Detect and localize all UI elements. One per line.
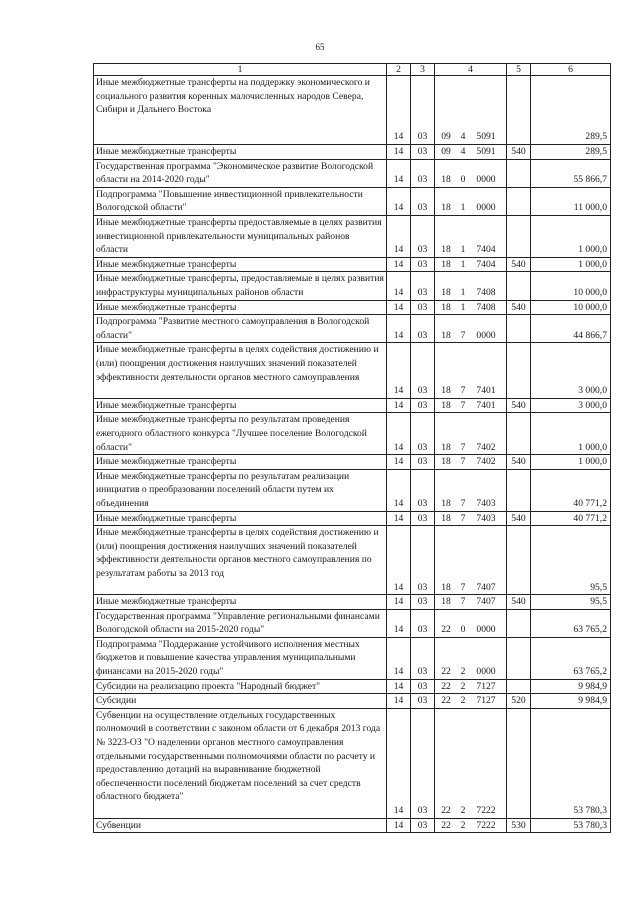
subsection-code: 03	[411, 257, 435, 272]
table-row	[94, 694, 611, 709]
target-article	[435, 708, 507, 818]
subsection-code: 03	[411, 469, 435, 511]
section-code: 14	[387, 315, 411, 343]
section-code: 14	[387, 455, 411, 470]
target-subprogram: 1	[460, 202, 466, 214]
target-subprogram: 2	[460, 680, 466, 692]
expense-type: 540	[507, 511, 531, 526]
target-program: 18	[441, 174, 451, 186]
subsection-code: 03	[411, 215, 435, 257]
item-name: Иные межбюджетные трансферты	[94, 398, 387, 413]
item-name: Субвенции	[94, 818, 387, 833]
section-code: 14	[387, 694, 411, 709]
subsection-code: 03	[411, 343, 435, 398]
target-article	[435, 413, 507, 455]
table-row	[94, 272, 611, 300]
page-number: 65	[315, 42, 325, 52]
budget-table	[93, 63, 611, 833]
table-row	[94, 398, 611, 413]
target-subprogram: 7	[460, 581, 466, 593]
section-code: 14	[387, 76, 411, 145]
amount: 40 771,2	[531, 469, 611, 511]
amount: 95,5	[531, 526, 611, 595]
target-article	[435, 187, 507, 215]
target-direction: 7403	[476, 497, 496, 509]
section-code: 14	[387, 511, 411, 526]
section-code: 14	[387, 187, 411, 215]
target-article	[435, 76, 507, 145]
target-direction: 0000	[476, 329, 496, 341]
expense-type: 540	[507, 595, 531, 610]
target-direction: 7404	[476, 258, 496, 270]
item-name: Подпрограмма "Развитие местного самоуправления в Вологодской области"	[94, 315, 387, 343]
subsection-code: 03	[411, 609, 435, 637]
item-name: Субвенции на осуществление отдельных государственных полномочий в соответствии с законом области от 6 декабря 2013 года № 3223-ОЗ "О наделении органов местного самоуправления отдельными государственными полномочиями области по расчету и предоставлению дотаций на выравнивание бюджетной обеспеченности поселений бюджетам поселений за счет средств областного бюджета"	[94, 708, 387, 818]
target-subprogram: 7	[460, 456, 466, 468]
table-row	[94, 215, 611, 257]
amount: 3 000,0	[531, 398, 611, 413]
target-direction: 7222	[476, 805, 496, 817]
target-direction: 0000	[476, 202, 496, 214]
section-code: 14	[387, 818, 411, 833]
table-row	[94, 526, 611, 595]
amount: 1 000,0	[531, 413, 611, 455]
expense-type	[507, 679, 531, 694]
target-article	[435, 315, 507, 343]
item-name: Иные межбюджетные трансферты, предоставляемые в целях развития инфраструктуры муниципальных районов области	[94, 272, 387, 300]
section-code: 14	[387, 398, 411, 413]
table-row	[94, 455, 611, 470]
target-subprogram: 2	[460, 666, 466, 678]
item-name: Субсидии	[94, 694, 387, 709]
header-row	[94, 64, 611, 76]
table-row	[94, 343, 611, 398]
target-article	[435, 511, 507, 526]
target-program: 22	[441, 624, 451, 636]
item-name: Иные межбюджетные трансферты	[94, 595, 387, 610]
table-row	[94, 159, 611, 187]
header-cell: 4	[435, 64, 507, 76]
section-code: 14	[387, 272, 411, 300]
target-article	[435, 526, 507, 595]
section-code: 14	[387, 413, 411, 455]
amount: 3 000,0	[531, 343, 611, 398]
table-row	[94, 637, 611, 679]
target-program: 18	[441, 244, 451, 256]
amount: 44 866,7	[531, 315, 611, 343]
target-article	[435, 300, 507, 315]
section-code: 14	[387, 469, 411, 511]
target-subprogram: 7	[460, 399, 466, 411]
target-direction: 7127	[476, 680, 496, 692]
table-row	[94, 76, 611, 145]
table-row	[94, 818, 611, 833]
amount: 289,5	[531, 145, 611, 160]
amount: 63 765,2	[531, 609, 611, 637]
target-direction: 7404	[476, 244, 496, 256]
item-name: Иные межбюджетные трансферты по результатам реализации инициатив о преобразовании поселений области путем их объединения	[94, 469, 387, 511]
target-direction: 7408	[476, 301, 496, 313]
table-row	[94, 679, 611, 694]
subsection-code: 03	[411, 76, 435, 145]
target-program: 22	[441, 819, 451, 831]
section-code: 14	[387, 145, 411, 160]
expense-type	[507, 637, 531, 679]
expense-type	[507, 215, 531, 257]
subsection-code: 03	[411, 708, 435, 818]
expense-type	[507, 187, 531, 215]
target-article	[435, 398, 507, 413]
target-direction: 7408	[476, 286, 496, 298]
target-program: 18	[441, 497, 451, 509]
section-code: 14	[387, 257, 411, 272]
target-program: 18	[441, 596, 451, 608]
subsection-code: 03	[411, 187, 435, 215]
target-direction: 7401	[476, 385, 496, 397]
item-name: Подпрограмма "Повышение инвестиционной привлекательности Вологодской области"	[94, 187, 387, 215]
amount: 95,5	[531, 595, 611, 610]
table-row	[94, 300, 611, 315]
target-article	[435, 343, 507, 398]
target-article	[435, 818, 507, 833]
subsection-code: 03	[411, 455, 435, 470]
target-article	[435, 679, 507, 694]
item-name: Подпрограмма "Поддержание устойчивого исполнения местных бюджетов и повышение качества управления муниципальными финансами на 2015-2020 годы"	[94, 637, 387, 679]
target-program: 09	[441, 131, 451, 143]
subsection-code: 03	[411, 511, 435, 526]
header-cell: 1	[94, 64, 387, 76]
target-subprogram: 0	[460, 624, 466, 636]
target-program: 22	[441, 666, 451, 678]
section-code: 14	[387, 637, 411, 679]
section-code: 14	[387, 300, 411, 315]
subsection-code: 03	[411, 159, 435, 187]
amount: 1 000,0	[531, 215, 611, 257]
target-subprogram: 7	[460, 385, 466, 397]
target-program: 09	[441, 146, 451, 157]
expense-type	[507, 609, 531, 637]
amount: 1 000,0	[531, 257, 611, 272]
target-direction: 7407	[476, 581, 496, 593]
subsection-code: 03	[411, 413, 435, 455]
target-program: 18	[441, 286, 451, 298]
target-article	[435, 595, 507, 610]
item-name: Иные межбюджетные трансферты	[94, 257, 387, 272]
amount: 53 780,3	[531, 708, 611, 818]
expense-type: 530	[507, 818, 531, 833]
target-subprogram: 7	[460, 329, 466, 341]
target-article	[435, 159, 507, 187]
item-name: Государственная программа "Управление региональными финансами Вологодской области на 2015-2020 годы"	[94, 609, 387, 637]
amount: 55 866,7	[531, 159, 611, 187]
amount: 9 984,9	[531, 694, 611, 709]
item-name: Субсидии на реализацию проекта "Народный бюджет"	[94, 679, 387, 694]
expense-type: 540	[507, 300, 531, 315]
amount: 10 000,0	[531, 300, 611, 315]
table-row	[94, 469, 611, 511]
target-direction: 5091	[476, 146, 496, 157]
target-direction: 5091	[476, 131, 496, 143]
expense-type	[507, 272, 531, 300]
subsection-code: 03	[411, 637, 435, 679]
subsection-code: 03	[411, 595, 435, 610]
target-direction: 7407	[476, 596, 496, 608]
target-direction: 0000	[476, 666, 496, 678]
expense-type	[507, 159, 531, 187]
amount: 10 000,0	[531, 272, 611, 300]
expense-type	[507, 315, 531, 343]
item-name: Иные межбюджетные трансферты в целях содействия достижению и (или) поощрения достижения наилучших значений показателей эффективности деятельности органов местного самоуправления по результатам работы за 2013 год	[94, 526, 387, 595]
header-cell: 5	[507, 64, 531, 76]
header-cell: 6	[531, 64, 611, 76]
item-name: Иные межбюджетные трансферты	[94, 300, 387, 315]
target-direction: 7403	[476, 512, 496, 524]
target-subprogram: 2	[460, 805, 466, 817]
target-program: 18	[441, 456, 451, 468]
target-subprogram: 1	[460, 301, 466, 313]
item-name: Иные межбюджетные трансферты	[94, 145, 387, 160]
target-subprogram: 2	[460, 695, 466, 707]
target-program: 22	[441, 695, 451, 707]
header-cell: 3	[411, 64, 435, 76]
target-direction: 0000	[476, 624, 496, 636]
target-subprogram: 1	[460, 244, 466, 256]
section-code: 14	[387, 595, 411, 610]
subsection-code: 03	[411, 315, 435, 343]
target-direction: 7401	[476, 399, 496, 411]
expense-type	[507, 708, 531, 818]
table-row	[94, 145, 611, 160]
subsection-code: 03	[411, 398, 435, 413]
target-direction: 7402	[476, 441, 496, 453]
target-direction: 0000	[476, 174, 496, 186]
expense-type	[507, 413, 531, 455]
target-article	[435, 694, 507, 709]
table-row	[94, 595, 611, 610]
section-code: 14	[387, 609, 411, 637]
target-subprogram: 7	[460, 596, 466, 608]
expense-type: 540	[507, 398, 531, 413]
target-program: 22	[441, 680, 451, 692]
target-article	[435, 257, 507, 272]
expense-type	[507, 469, 531, 511]
target-program: 18	[441, 301, 451, 313]
subsection-code: 03	[411, 526, 435, 595]
target-subprogram: 4	[460, 146, 466, 157]
target-subprogram: 7	[460, 512, 466, 524]
target-program: 22	[441, 805, 451, 817]
target-subprogram: 0	[460, 174, 466, 186]
expense-type	[507, 76, 531, 145]
target-program: 18	[441, 581, 451, 593]
target-article	[435, 469, 507, 511]
target-subprogram: 7	[460, 497, 466, 509]
table-row	[94, 609, 611, 637]
expense-type: 540	[507, 145, 531, 160]
header-cell: 2	[387, 64, 411, 76]
target-program: 18	[441, 385, 451, 397]
target-subprogram: 1	[460, 258, 466, 270]
section-code: 14	[387, 159, 411, 187]
item-name: Государственная программа "Экономическое развитие Вологодской области на 2014-2020 годы"	[94, 159, 387, 187]
target-article	[435, 145, 507, 160]
amount: 53 780,3	[531, 818, 611, 833]
amount: 40 771,2	[531, 511, 611, 526]
target-direction: 7402	[476, 456, 496, 468]
expense-type	[507, 343, 531, 398]
subsection-code: 03	[411, 694, 435, 709]
expense-type: 540	[507, 257, 531, 272]
section-code: 14	[387, 215, 411, 257]
amount: 1 000,0	[531, 455, 611, 470]
table-row	[94, 257, 611, 272]
target-article	[435, 637, 507, 679]
item-name: Иные межбюджетные трансферты по результатам проведения ежегодного областного конкурса "Лучшее поселение Вологодской области"	[94, 413, 387, 455]
item-name: Иные межбюджетные трансферты	[94, 455, 387, 470]
subsection-code: 03	[411, 818, 435, 833]
amount: 9 984,9	[531, 679, 611, 694]
target-subprogram: 4	[460, 131, 466, 143]
expense-type: 540	[507, 455, 531, 470]
table-row	[94, 511, 611, 526]
subsection-code: 03	[411, 679, 435, 694]
target-program: 18	[441, 329, 451, 341]
item-name: Иные межбюджетные трансферты	[94, 511, 387, 526]
amount: 11 000,0	[531, 187, 611, 215]
section-code: 14	[387, 708, 411, 818]
target-program: 18	[441, 441, 451, 453]
target-program: 18	[441, 512, 451, 524]
section-code: 14	[387, 679, 411, 694]
section-code: 14	[387, 526, 411, 595]
target-program: 18	[441, 258, 451, 270]
table-row	[94, 413, 611, 455]
subsection-code: 03	[411, 272, 435, 300]
amount: 63 765,2	[531, 637, 611, 679]
item-name: Иные межбюджетные трансферты в целях содействия достижению и (или) поощрения достижения наилучших значений показателей эффективности деятельности органов местного самоуправления	[94, 343, 387, 398]
expense-type	[507, 526, 531, 595]
target-subprogram: 7	[460, 441, 466, 453]
item-name: Иные межбюджетные трансферты на поддержку экономического и социального развития коренных малочисленных народов Севера, Сибири и Дальнего Востока	[94, 76, 387, 145]
amount: 289,5	[531, 76, 611, 145]
target-article	[435, 455, 507, 470]
target-article	[435, 215, 507, 257]
expense-type: 520	[507, 694, 531, 709]
target-direction: 7222	[476, 819, 496, 831]
target-article	[435, 272, 507, 300]
target-subprogram: 1	[460, 286, 466, 298]
target-program: 18	[441, 399, 451, 411]
subsection-code: 03	[411, 145, 435, 160]
subsection-code: 03	[411, 300, 435, 315]
target-direction: 7127	[476, 695, 496, 707]
table-row	[94, 315, 611, 343]
table-body	[94, 64, 611, 833]
table-row	[94, 708, 611, 818]
item-name: Иные межбюджетные трансферты предоставляемые в целях развития инвестиционной привлекательности муниципальных районов области	[94, 215, 387, 257]
target-program: 18	[441, 202, 451, 214]
section-code: 14	[387, 343, 411, 398]
target-article	[435, 609, 507, 637]
table-row	[94, 187, 611, 215]
target-subprogram: 2	[460, 819, 466, 831]
